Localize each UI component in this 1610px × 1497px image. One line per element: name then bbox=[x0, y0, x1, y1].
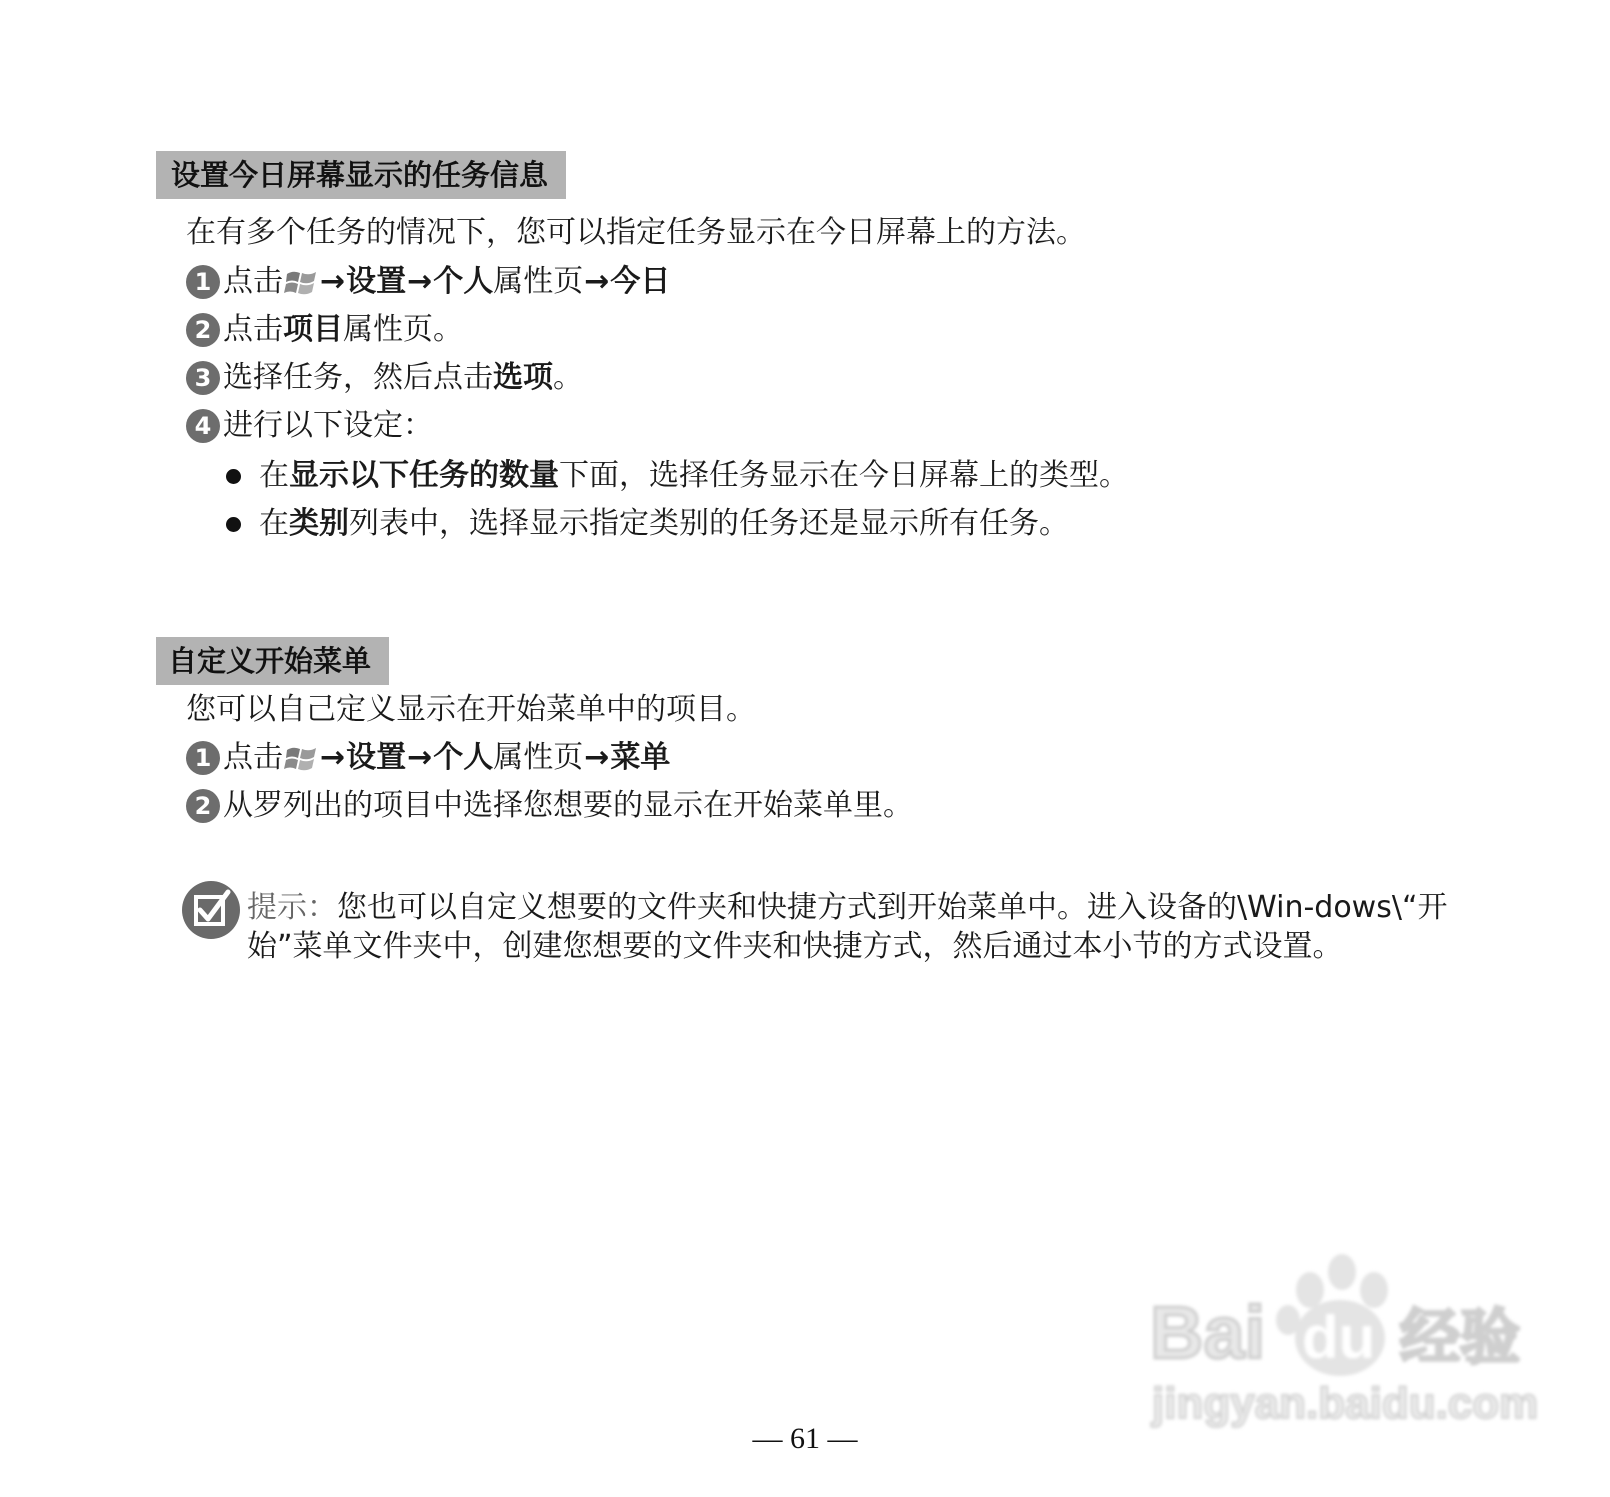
intro-paragraph: 您可以自己定义显示在开始菜单中的项目。 bbox=[186, 692, 756, 727]
bullet-bold: 显示以下任务的数量 bbox=[289, 458, 559, 493]
menu-path-personal: 个人 bbox=[433, 264, 494, 299]
menu-path-settings: 设置 bbox=[346, 740, 407, 775]
step-text: 点击 bbox=[223, 740, 283, 775]
step-text: 选择任务，然后点击 bbox=[223, 360, 493, 395]
step-1 bbox=[186, 262, 670, 302]
windows-start-icon bbox=[283, 266, 319, 298]
step-1 bbox=[186, 738, 670, 778]
arrow: → bbox=[320, 264, 346, 299]
watermark-url: jingyan.baidu.com bbox=[1152, 1379, 1539, 1428]
step-4 bbox=[186, 406, 433, 446]
arrow: → bbox=[584, 740, 610, 775]
arrow: → bbox=[584, 264, 610, 299]
step-number: 1 bbox=[186, 265, 220, 299]
step-number: 1 bbox=[186, 741, 220, 775]
bullet-text: 在 bbox=[259, 458, 289, 493]
step-text: 属性页。 bbox=[343, 312, 463, 347]
step-bold: 选项 bbox=[493, 360, 553, 395]
arrow: → bbox=[407, 264, 433, 299]
arrow: → bbox=[320, 740, 346, 775]
page-number: — 61 — bbox=[752, 1422, 858, 1455]
watermark-brand-du: du bbox=[1302, 1304, 1376, 1371]
menu-path-personal: 个人 bbox=[433, 740, 494, 775]
menu-path-settings: 设置 bbox=[346, 264, 407, 299]
menu-path-text: 属性页 bbox=[493, 264, 584, 299]
section-title-start-menu: 自定义开始菜单 bbox=[156, 637, 389, 685]
arrow: → bbox=[407, 740, 433, 775]
step-number: 2 bbox=[186, 313, 220, 347]
step-number: 4 bbox=[186, 409, 220, 443]
step-text: 进行以下设定： bbox=[223, 408, 433, 443]
bullet-dot bbox=[226, 517, 241, 532]
intro-paragraph: 在有多个任务的情况下，您可以指定任务显示在今日屏幕上的方法。 bbox=[186, 215, 1086, 250]
checkbox-check-icon bbox=[181, 880, 241, 940]
bullet-item bbox=[226, 456, 1129, 496]
step-text: 从罗列出的项目中选择您想要的显示在开始菜单里。 bbox=[223, 788, 913, 823]
step-text: 。 bbox=[553, 360, 583, 395]
tip-body: 您也可以自定义想要的文件夹和快捷方式到开始菜单中。进入设备的\Win-dows\“开始”菜单文件夹中，创建您想要的文件夹和快捷方式，然后通过本小节的方式设置。 bbox=[247, 890, 1448, 964]
tip-paragraph bbox=[247, 888, 1477, 966]
bullet-item bbox=[226, 504, 1069, 544]
step-text: 点击 bbox=[223, 264, 283, 299]
menu-path-menu: 菜单 bbox=[610, 740, 671, 775]
step-3 bbox=[186, 358, 583, 398]
step-2 bbox=[186, 786, 913, 826]
bullet-bold: 类别 bbox=[289, 506, 349, 541]
tip-label: 提示： bbox=[247, 890, 337, 925]
watermark-brand: Bai bbox=[1150, 1291, 1266, 1374]
bullet-dot bbox=[226, 469, 241, 484]
step-number: 2 bbox=[186, 789, 220, 823]
bullet-text: 在 bbox=[259, 506, 289, 541]
step-2 bbox=[186, 310, 463, 350]
menu-path-today: 今日 bbox=[610, 264, 671, 299]
step-text: 点击 bbox=[223, 312, 283, 347]
baidu-jingyan-watermark bbox=[1150, 1250, 1540, 1440]
section-title-today-tasks: 设置今日屏幕显示的任务信息 bbox=[156, 151, 566, 199]
watermark-cn: 经验 bbox=[1400, 1303, 1520, 1373]
bullet-text: 列表中，选择显示指定类别的任务还是显示所有任务。 bbox=[349, 506, 1069, 541]
bullet-text: 下面，选择任务显示在今日屏幕上的类型。 bbox=[559, 458, 1129, 493]
menu-path-text: 属性页 bbox=[493, 740, 584, 775]
step-bold: 项目 bbox=[283, 312, 343, 347]
windows-start-icon bbox=[283, 742, 319, 774]
step-number: 3 bbox=[186, 361, 220, 395]
